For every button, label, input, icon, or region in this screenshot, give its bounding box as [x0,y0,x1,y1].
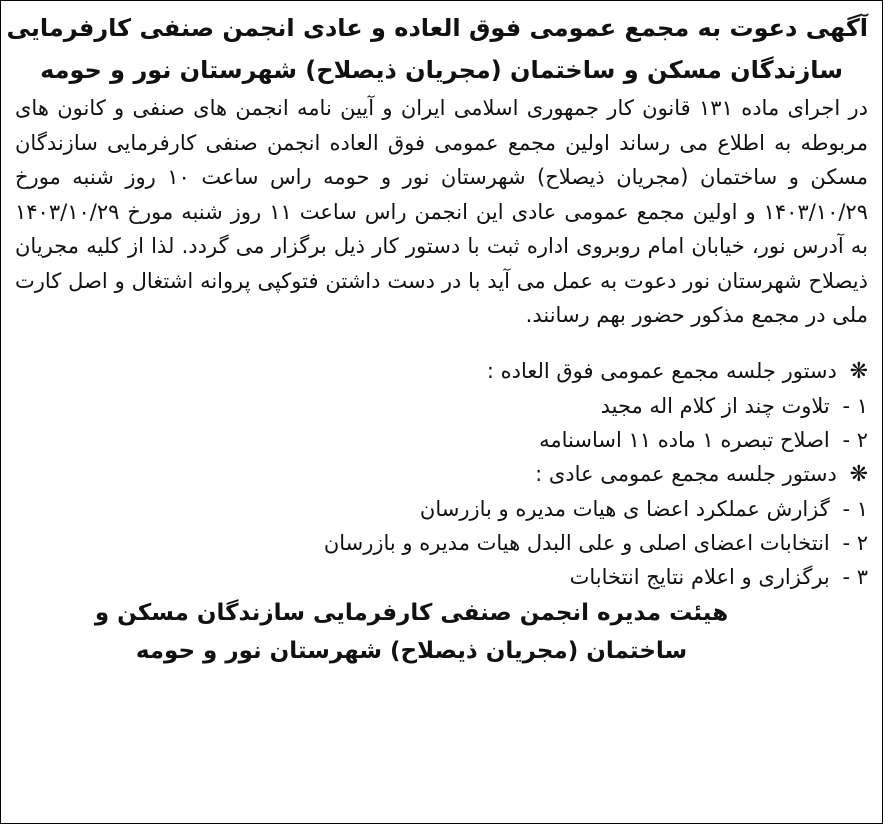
agenda-item-text: برگزاری و اعلام نتایج انتخابات [569,564,830,589]
signature-line-2: ساختمان (مجریان ذیصلاح) شهرستان نور و حومه [135,637,688,664]
star-bullet-icon: ❋ [849,461,868,487]
agenda-item-text: اصلاح تبصره ۱ ماده ۱۱ اساسنامه [539,427,830,452]
star-bullet-icon: ❋ [849,358,868,384]
agenda-ordinary-heading-text: دستور جلسه مجمع عمومی عادی : [535,461,837,486]
agenda-item-text: تلاوت چند از کلام اله مجید [600,393,830,418]
agenda-extraordinary-heading-text: دستور جلسه مجمع عمومی فوق العاده : [486,358,837,383]
agenda-ordinary-heading [15,457,868,492]
announcement-body: در اجرای ماده ۱۳۱ قانون کار جمهوری اسلامی ایران و آیین نامه انجمن های صنفی و کانون های مربوطه به اطلاع می رساند اولین مجمع عمومی فوق العاده انجمن صنفی کارفرمایی سازندگان مسکن و ساختمان (مجریان ذیصلاح) شهرستان نور و حومه راس ساعت ۱۰ روز شنبه مورخ ۱۴۰۳/۱۰/۲۹ و اولین مجمع عمومی عادی این انجمن راس ساعت ۱۱ روز شنبه مورخ ۱۴۰۳/۱۰/۲۹ به آدرس نور، خیابان امام روبروی اداره ثبت با دستور کار ذیل برگزار می گردد. لذا از کلیه مجریان ذیصلاح شهرستان نور دعوت به عمل می آید با در دست داشتن فتوکپی پروانه اشتغال و اصل کارت ملی در مجمع مذکور حضور بهم رسانند. [15,96,868,327]
agenda-item-number: ۱ - [842,393,868,418]
agenda-item [15,526,868,560]
agenda-item-text: انتخابات اعضای اصلی و علی البدل هیات مدیره و بازرسان [323,530,830,555]
agenda-item-text: گزارش عملکرد اعضا ی هیات مدیره و بازرسان [419,496,830,521]
agenda-item-number: ۳ - [842,564,868,589]
agenda-item-number: ۲ - [842,427,868,452]
agenda-item [15,423,868,457]
announcement-title-line-1: آگهی دعوت به مجمع عمومی فوق العاده و عادی انجمن صنفی کارفرمایی [6,14,868,42]
agenda-item [15,389,868,423]
agenda-item [15,560,868,594]
announcement-title-line-2: سازندگان مسکن و ساختمان (مجریان ذیصلاح) شهرستان نور و حومه [40,56,843,84]
agenda-item [15,492,868,526]
agenda-extraordinary-heading [15,354,868,389]
agenda-item-number: ۱ - [842,496,868,521]
signature-line-1: هیئت مدیره انجمن صنفی کارفرمایی سازندگان مسکن و [94,599,729,626]
agenda-item-number: ۲ - [842,530,868,555]
